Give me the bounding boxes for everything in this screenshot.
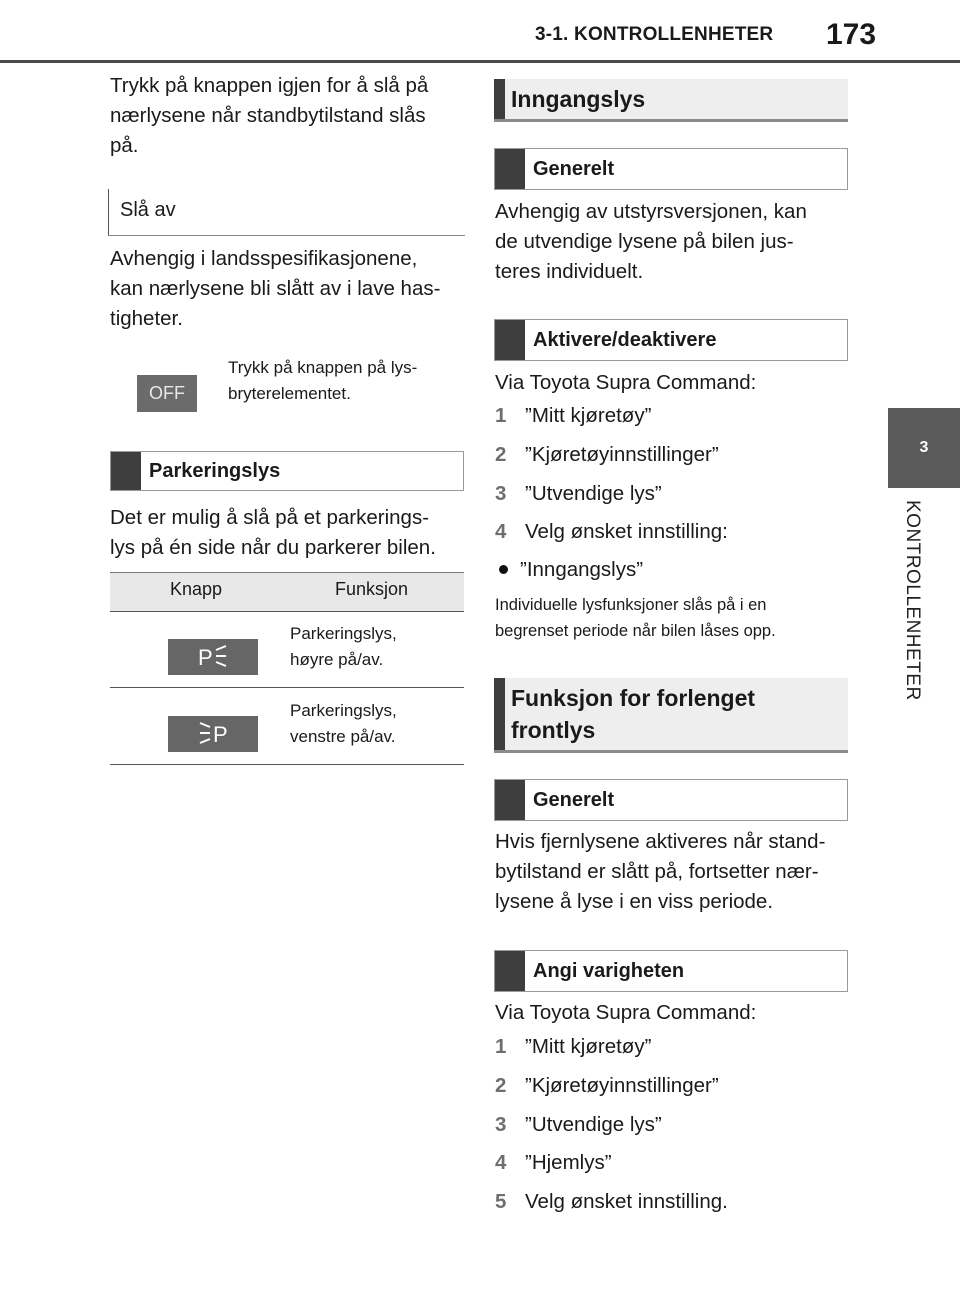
step-text: ”Utvendige lys”	[525, 482, 662, 505]
text-line: nærlysene når standbytilstand slås	[110, 104, 426, 127]
text-line: teres individuelt.	[495, 260, 644, 283]
bullet-icon	[499, 565, 508, 574]
table-row-right-text	[290, 621, 397, 673]
list-item	[495, 517, 728, 547]
heading-text: Aktivere/deaktivere	[533, 328, 717, 351]
heading-bar	[111, 452, 141, 490]
column-header-funksjon: Funksjon	[335, 579, 409, 599]
text-line: Avhengig av utstyrsversjonen, kan	[495, 200, 807, 223]
off-button: OFF	[137, 375, 197, 412]
list-item	[495, 401, 651, 431]
step-text: Velg ønsket innstilling.	[525, 1190, 728, 1213]
text-line: Parkeringslys,	[290, 624, 397, 643]
svg-text:P: P	[213, 722, 228, 747]
text-line: høyre på/av.	[290, 650, 384, 669]
parking-light-left-icon	[196, 721, 230, 747]
step-text: ”Mitt kjøretøy”	[525, 404, 652, 427]
heading-text: Angi varigheten	[533, 959, 685, 982]
bullet-text: ”Inngangslys”	[520, 558, 644, 581]
aktivere-heading	[494, 319, 848, 361]
step-text: ”Kjøretøyinnstillinger”	[525, 443, 719, 466]
list-item	[495, 1110, 662, 1140]
heading-text	[505, 678, 755, 750]
column-header-knapp: Knapp	[170, 579, 223, 599]
list-item	[495, 1032, 651, 1062]
step-text: ”Hjemlys”	[525, 1151, 612, 1174]
generelt-paragraph-1	[495, 197, 807, 287]
parking-light-left-icon	[168, 716, 258, 752]
text-line: Trykk på knappen igjen for å slå på	[110, 74, 429, 97]
page-number: 173	[826, 18, 877, 51]
text-line: Avhengig i landsspesifikasjonene,	[110, 247, 418, 270]
inngangslys-heading	[494, 79, 848, 122]
header-rule	[0, 60, 960, 63]
heading-text: Generelt	[533, 157, 615, 180]
list-item	[495, 1187, 728, 1217]
heading-text: Parkeringslys	[149, 459, 281, 482]
list-item	[495, 479, 662, 509]
generelt-paragraph-2	[495, 827, 825, 917]
angi-varigheten-heading	[494, 950, 848, 992]
heading-bar	[495, 951, 525, 991]
heading-text: Generelt	[533, 788, 615, 811]
parking-light-right-icon	[196, 644, 230, 670]
step-text: ”Utvendige lys”	[525, 1113, 662, 1136]
chapter-tab: 3	[888, 408, 960, 488]
step-text: Velg ønsket innstilling:	[525, 520, 728, 543]
text-line: kan nærlysene bli slått av i lave has-	[110, 277, 441, 300]
intro-paragraph	[110, 71, 428, 161]
text-line: lysene å lyse i en viss periode.	[495, 890, 774, 913]
list-item	[495, 1071, 719, 1101]
heading-text: Inngangslys	[511, 86, 646, 112]
table-header	[110, 572, 464, 612]
step-text: ”Mitt kjøretøy”	[525, 1035, 652, 1058]
list-item	[495, 1148, 612, 1178]
text-line: Hvis fjernlysene aktiveres når stand-	[495, 830, 826, 853]
forlenget-frontlys-heading	[494, 678, 848, 753]
text-line: bytilstand er slått på, fortsetter nær-	[495, 860, 819, 883]
bullet-item	[495, 555, 643, 585]
step-number: 2	[495, 443, 507, 466]
generelt-heading-1	[494, 148, 848, 190]
step-number: 4	[495, 1151, 507, 1174]
text-line: tigheter.	[110, 307, 183, 330]
heading-bar	[495, 149, 525, 189]
off-description	[228, 355, 453, 407]
bullet-description	[495, 592, 776, 644]
text-line: Det er mulig å slå på et parkerings-	[110, 506, 430, 529]
text-line: lys på én side når du parkerer bilen.	[110, 536, 436, 559]
text-line: de utvendige lysene på bilen jus-	[495, 230, 794, 253]
step-number: 2	[495, 1074, 507, 1097]
step-number: 1	[495, 404, 507, 427]
text-line: venstre på/av.	[290, 727, 396, 746]
text-line: Trykk på knappen på lys-	[228, 358, 418, 377]
heading-bar	[495, 780, 525, 820]
step-text: ”Kjøretøyinnstillinger”	[525, 1074, 719, 1097]
step-number: 4	[495, 520, 507, 543]
table-row-divider	[110, 687, 464, 688]
sla-av-paragraph	[110, 244, 440, 334]
text-line: frontlys	[511, 717, 596, 743]
step-number: 3	[495, 482, 507, 505]
aktivere-intro: Via Toyota Supra Command:	[495, 371, 757, 394]
heading-text: Slå av	[120, 199, 176, 221]
parking-light-right-icon	[168, 639, 258, 675]
parkeringslys-paragraph	[110, 503, 436, 563]
section-title: 3-1. KONTROLLENHETER	[535, 24, 774, 45]
step-number: 5	[495, 1190, 507, 1213]
text-line: Individuelle lysfunksjoner slås på i en	[495, 596, 767, 614]
text-line: Funksjon for forlenget	[511, 685, 756, 711]
heading-bar	[494, 79, 505, 119]
table-row-left-text	[290, 698, 397, 750]
generelt-heading-2	[494, 779, 848, 821]
table-bottom-rule	[110, 764, 464, 765]
parkeringslys-heading	[110, 451, 464, 491]
step-number: 1	[495, 1035, 507, 1058]
step-number: 3	[495, 1113, 507, 1136]
text-line: Parkeringslys,	[290, 701, 397, 720]
svg-text:P: P	[198, 645, 213, 670]
chapter-label: KONTROLLENHETER	[902, 500, 923, 701]
heading-bar	[494, 678, 505, 750]
list-item	[495, 440, 719, 470]
text-line: bryterelementet.	[228, 384, 351, 403]
varighet-intro: Via Toyota Supra Command:	[495, 1001, 757, 1024]
heading-bar	[495, 320, 525, 360]
sla-av-heading	[108, 189, 465, 236]
text-line: på.	[110, 134, 139, 157]
text-line: begrenset periode når bilen låses opp.	[495, 622, 776, 640]
